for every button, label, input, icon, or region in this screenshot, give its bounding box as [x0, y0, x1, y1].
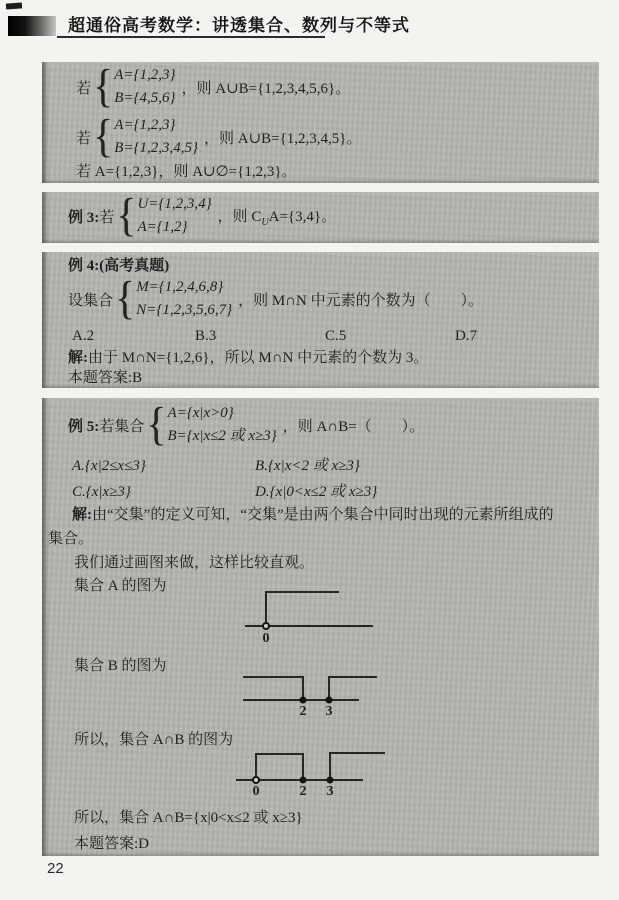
- tick-label-2: 2: [299, 704, 307, 719]
- union-example-3: 若 A={1,2,3}，则 A∪∅={1,2,3}。: [76, 164, 297, 180]
- set-definitions: [167, 402, 276, 448]
- union-example-1: [76, 62, 351, 113]
- set-a-definition: A={1,2,3}: [114, 117, 176, 133]
- set-definitions: [137, 193, 211, 239]
- figure-b-caption: 集合 B 的图为: [74, 658, 167, 674]
- header-decoration-bar: [8, 16, 56, 36]
- set-a-definition: A={1,2}: [137, 219, 188, 235]
- solution-text: 由于 M∩N={1,2,6}，所以 M∩N 中元素的个数为 3。: [88, 350, 429, 366]
- question-text: ，则 M∩N 中元素的个数为（ ）。: [238, 292, 484, 309]
- solution-label: 解:: [72, 507, 92, 523]
- tick-label-3: 3: [325, 704, 333, 719]
- set-n-definition: N={1,2,3,5,6,7}: [136, 302, 233, 318]
- open-endpoint-0: [262, 622, 270, 630]
- set-b-definition: B={x|x≤2 或 x≥3}: [167, 428, 277, 444]
- set-definitions: [136, 276, 232, 322]
- closed-endpoint-2: [300, 777, 307, 784]
- set-b-definition: B={1,2,3,4,5}: [114, 140, 198, 156]
- if-label: 若: [76, 80, 92, 97]
- set-definitions: [114, 64, 175, 110]
- solution-text: 由“交集”的定义可知，“交集”是由两个集合中同时出现的元素所组成的: [92, 507, 554, 523]
- option-c: C.{x|x≥3}: [72, 484, 131, 500]
- if-label: 若: [76, 130, 92, 147]
- tick-label-3: 3: [326, 784, 334, 799]
- set-b-definition: B={4,5,6}: [114, 90, 176, 106]
- result-suffix: A={3,4}。: [268, 208, 337, 225]
- number-line-figure-b: [243, 672, 393, 722]
- closed-endpoint-3: [326, 697, 333, 704]
- setup-label: 设集合: [68, 292, 114, 309]
- option-a: A.2: [72, 328, 95, 344]
- option-b: B.{x|x<2 或 x≥3}: [255, 458, 360, 474]
- interval-left-edge: [265, 591, 267, 626]
- example-4-block: [42, 252, 599, 388]
- solution-label: 解:: [68, 350, 88, 366]
- example-3-statement: [68, 192, 337, 242]
- set-definitions: [114, 114, 198, 160]
- header-underline: [57, 36, 325, 38]
- page-number: 22: [47, 860, 64, 877]
- tick-label-0: 0: [252, 784, 260, 799]
- closed-endpoint-2: [300, 697, 307, 704]
- interval-top-line-right: [328, 676, 377, 678]
- brace-glyph: {: [116, 192, 137, 242]
- interval-top-line-left: [243, 676, 304, 678]
- example-5-solution-line-1: [72, 505, 554, 526]
- tick-label-2: 2: [299, 784, 307, 799]
- example-5-answer: 本题答案:D: [74, 836, 150, 852]
- question-text: ，则 A∩B=（ ）。: [282, 418, 425, 435]
- example-4-answer: 本题答案:B: [68, 370, 143, 386]
- set-a-definition: A={1,2,3}: [114, 67, 176, 83]
- example-5-block: [42, 398, 599, 856]
- complement-result: [218, 205, 336, 228]
- example-3-block: [42, 192, 599, 243]
- brace-glyph: {: [93, 111, 114, 163]
- union-examples-block: [42, 62, 599, 183]
- figure-c-caption: 所以，集合 A∩B 的图为: [74, 732, 234, 748]
- set-m-definition: M={1,2,4,6,8}: [136, 279, 224, 295]
- union-result: ，则 A∪B={1,2,3,4,5}。: [203, 130, 362, 147]
- interval-edge-2: [302, 753, 304, 779]
- brace-glyph: {: [93, 62, 114, 113]
- page-title: 超通俗高考数学：讲透集合、数列与不等式: [68, 16, 410, 35]
- option-a: A.{x|2≤x≤3}: [72, 458, 146, 474]
- brace-glyph: {: [146, 399, 167, 451]
- result-prefix: ，则 C: [217, 208, 262, 225]
- interval-top-line: [265, 591, 339, 593]
- example-3-label: [68, 206, 114, 227]
- if-label: 若: [99, 209, 115, 226]
- number-line-figure-a: [245, 588, 385, 648]
- option-d: D.{x|0<x≤2 或 x≥3}: [255, 484, 378, 500]
- subscript-u: U: [261, 216, 269, 228]
- example-5-solution-line-2: 集合。: [48, 531, 94, 547]
- set-a-definition: A={x|x>0}: [167, 405, 234, 421]
- number-line-figure-c: [236, 748, 391, 808]
- open-endpoint-0: [252, 776, 260, 784]
- union-example-2: [76, 111, 362, 163]
- example-number: 例 3:: [68, 209, 100, 226]
- tick-label-0: 0: [262, 631, 270, 646]
- interval-top-line-right: [329, 752, 385, 754]
- example-5-conclusion: 所以，集合 A∩B={x|0<x≤2 或 x≥3}: [74, 810, 303, 826]
- figure-a-caption: 集合 A 的图为: [74, 578, 167, 594]
- example-4-label: 例 4:(高考真题): [68, 258, 170, 274]
- setup-label: 若集合: [99, 418, 145, 435]
- example-5-label: [68, 415, 144, 436]
- interval-edge-3: [329, 752, 331, 779]
- example-4-solution: [68, 348, 428, 369]
- option-b: B.3: [195, 328, 217, 344]
- example-5-statement: [68, 399, 425, 451]
- example-4-statement: [68, 273, 484, 325]
- example-5-paragraph: 我们通过画图来做，这样比较直观。: [74, 555, 315, 571]
- union-result: ，则 A∪B={1,2,3,4,5,6}。: [181, 80, 351, 97]
- option-d: D.7: [455, 328, 478, 344]
- brace-glyph: {: [115, 273, 136, 325]
- interval-top-line-left: [255, 753, 304, 755]
- scan-artifact-mark: [6, 2, 22, 9]
- closed-endpoint-3: [327, 777, 334, 784]
- example-number: 例 5:: [68, 418, 100, 435]
- option-c: C.5: [325, 328, 347, 344]
- universal-set-definition: U={1,2,3,4}: [137, 196, 212, 212]
